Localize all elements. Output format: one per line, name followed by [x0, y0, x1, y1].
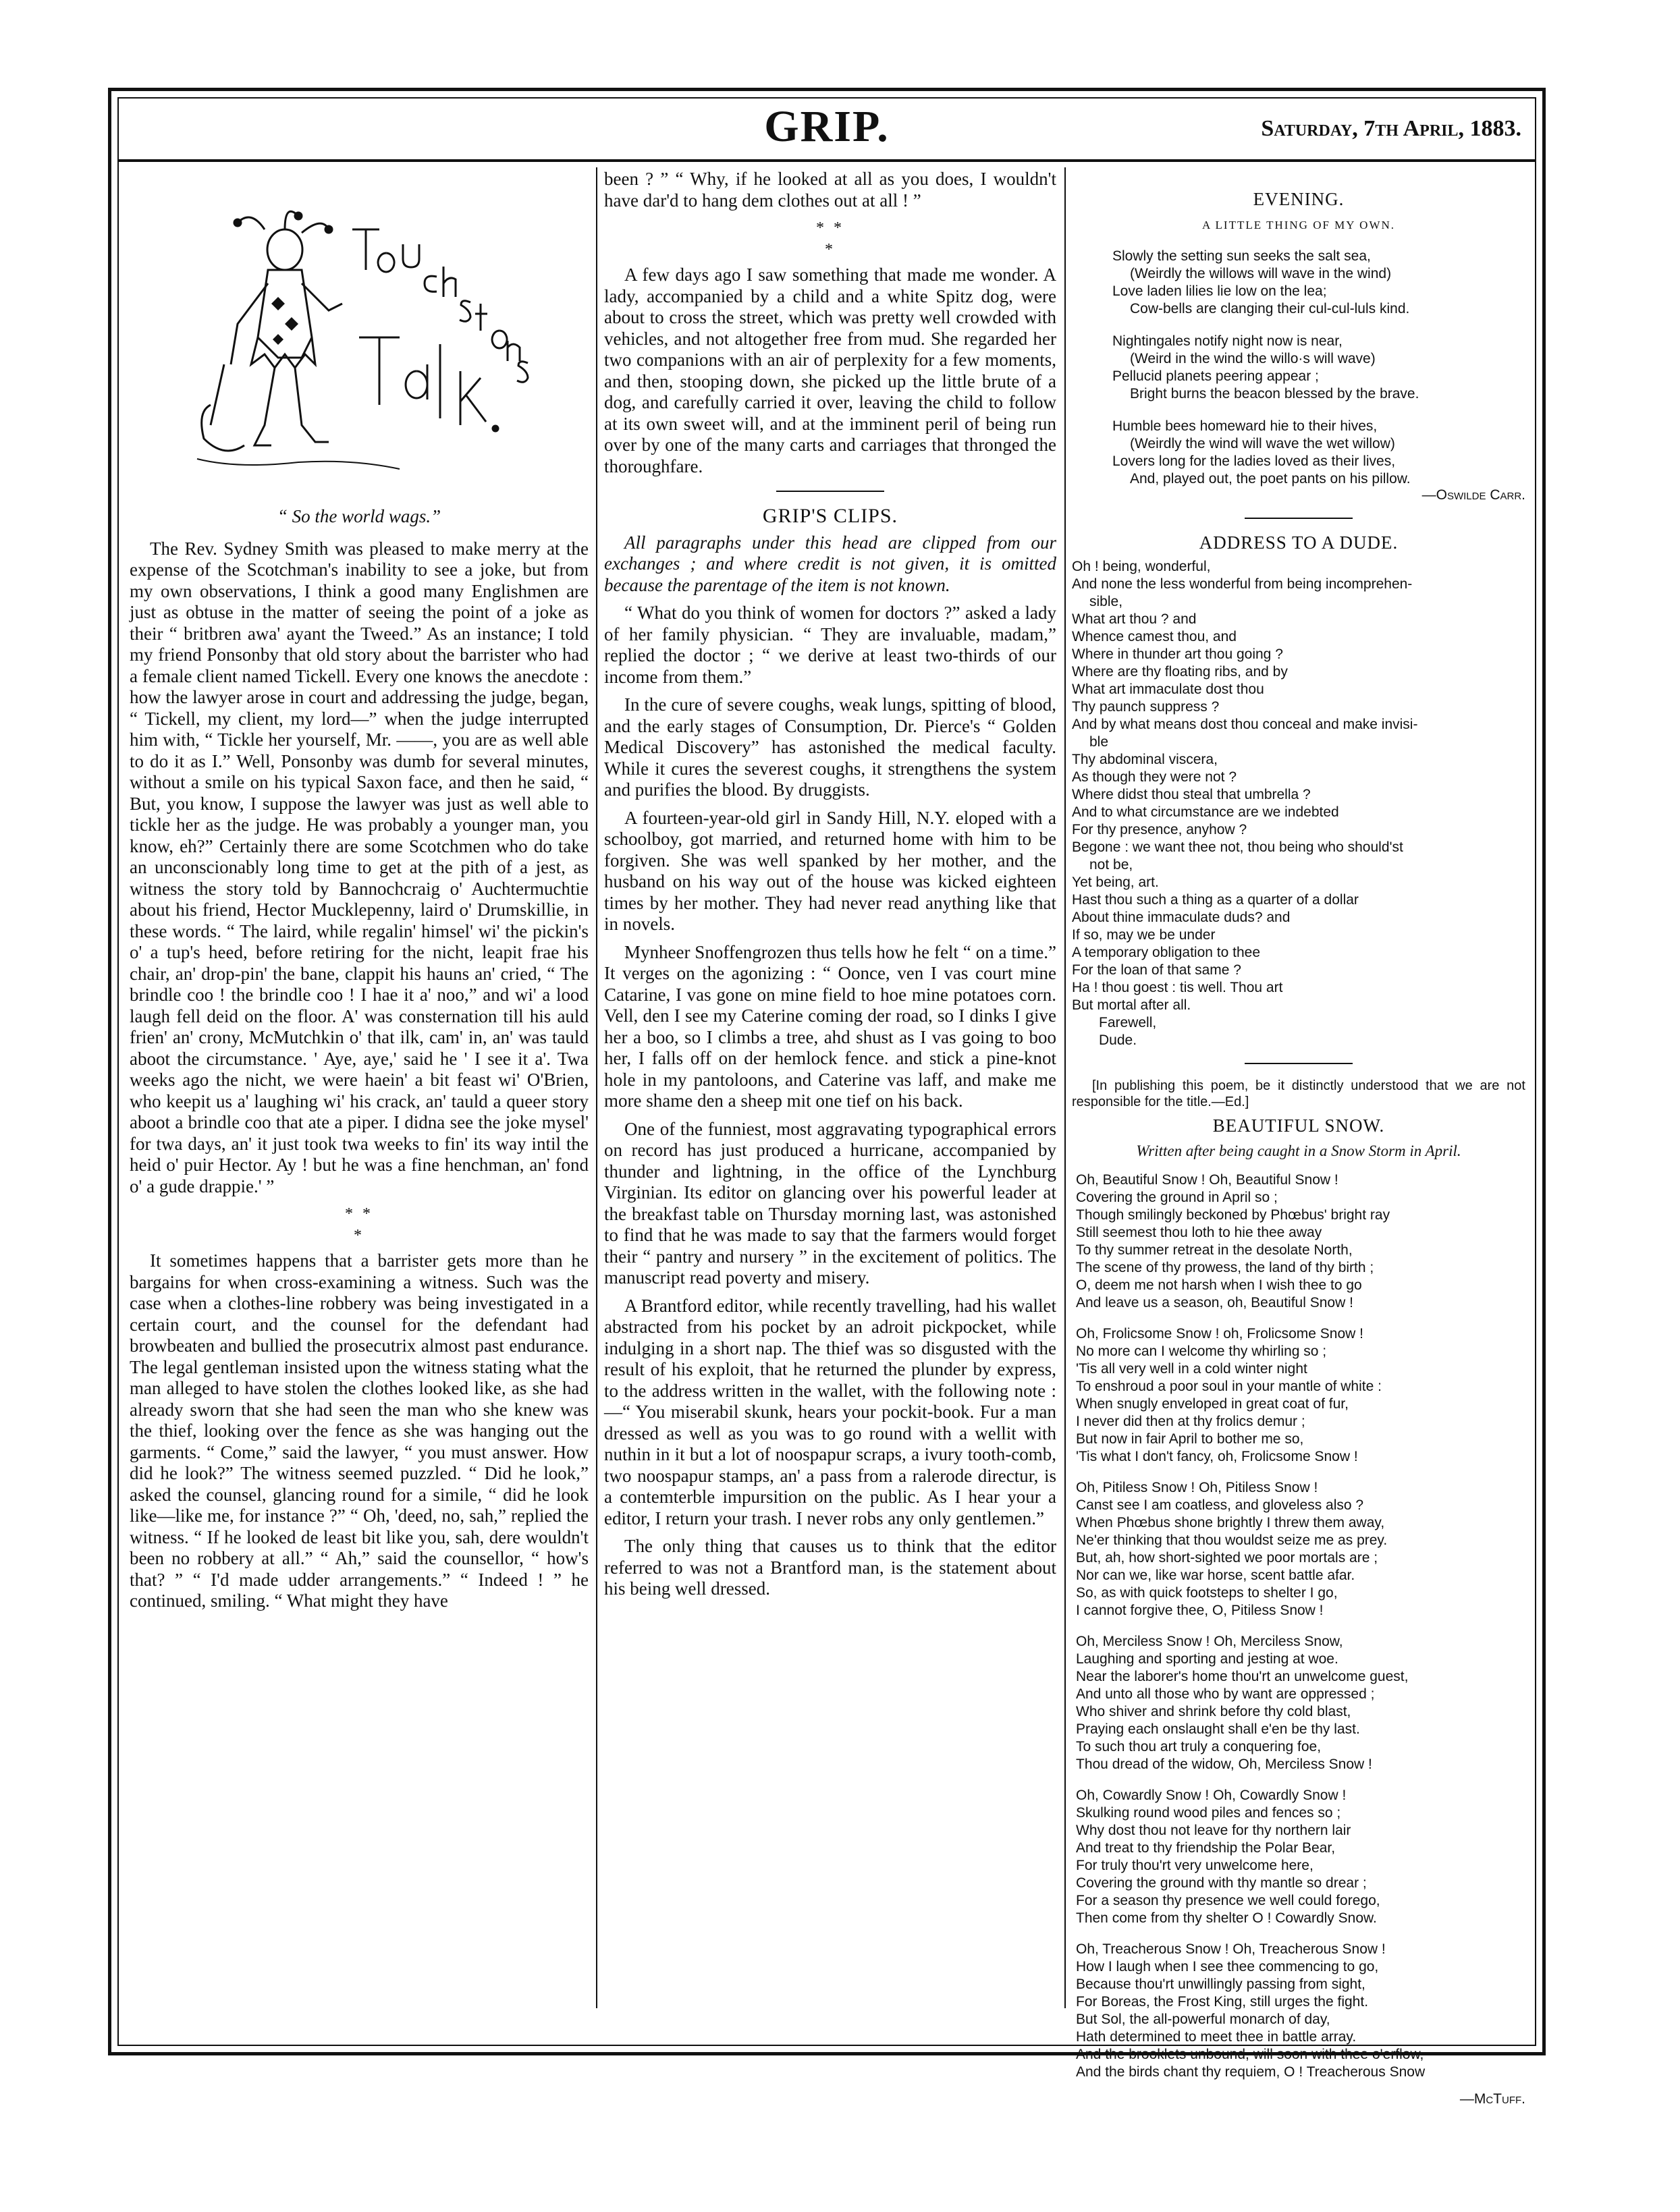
poem-line: Thou dread of the widow, Oh, Merciless Snow ! — [1076, 1756, 1372, 1772]
poem-line: And, played out, the poet pants on his pillow. — [1130, 471, 1411, 487]
poem-line: For the loan of that same ? — [1072, 962, 1241, 978]
poem-line: Because thou'rt unwillingly passing from sight, — [1076, 1976, 1365, 1992]
poem-line: To such thou art truly a conquering foe, — [1076, 1738, 1322, 1754]
poem-line: Hast thou such a thing as a quarter of a dollar — [1072, 891, 1359, 908]
poem-line: Canst see I am coatless, and gloveless also ? — [1076, 1497, 1364, 1513]
poem-line: Thy paunch suppress ? — [1072, 698, 1220, 715]
poem-line: And by what means dost thou conceal and make invisi- — [1072, 716, 1418, 732]
poem-line: Farewell, — [1099, 1014, 1157, 1030]
column-rule-2 — [1064, 167, 1066, 2008]
snow-stanza — [1076, 1941, 1525, 2081]
poem-line: Though smilingly beckoned by Phœbus' bright ray — [1076, 1207, 1390, 1223]
signature-oswilde-carr: —Oswilde Carr. — [1421, 487, 1525, 503]
poem-subtitle-evening: A LITTLE THING OF MY OWN. — [1201, 218, 1396, 231]
masthead-date: Saturday, 7th April, 1883. — [1261, 116, 1521, 141]
poem-line: For a season thy presence we well could forego, — [1076, 1892, 1380, 1908]
poem-line: Cow-bells are clanging their cul-cul-luls kind. — [1130, 301, 1410, 316]
poem-line: But, ah, how short-sighted we poor mortals are ; — [1076, 1549, 1378, 1566]
divider — [1245, 1063, 1353, 1064]
poem-line: I never did then at thy frolics demur ; — [1076, 1413, 1305, 1429]
clip-doctors: “ What do you think of women for doctors ?” asked a lady of her family physician. “ They are invaluable, madam,” replied the doctor ; “ we derive at least two-thirds of our income from them.” — [604, 603, 1056, 687]
poem-line: And the brooklets unbound, will soon with thee o'erflow, — [1076, 2046, 1424, 2062]
poem-line: Oh, Beautiful Snow ! Oh, Beautiful Snow ! — [1076, 1171, 1338, 1188]
poem-line: ble — [1089, 734, 1109, 750]
divider — [776, 491, 884, 492]
snow-stanza — [1076, 1633, 1525, 1773]
poem-line: Who shiver and shrink before thy cold blast, — [1076, 1703, 1351, 1719]
poem-line: Where didst thou steal that umbrella ? — [1072, 786, 1311, 802]
paragraph-sydney-smith: The Rev. Sydney Smith was pleased to make merry at the expense of the Scotchman's inability to see a joke, but from my own observations, I think a good many Englishmen are just as obtuse in the matter of seeing the point of a joke as their “ britbren awa' ayant the Tweed.” As an instance; I told my friend Ponsonby that old story about the barrister who had a female client named Tickell. Every one knows the anecdote : how the lawyer arose in court and addressing the judge, began, “ Tickell, my client, my lord—” when the judge interrupted him with, “ Tickle her yourself, Mr. ——, you are as well able to do it as I.” Well, Ponsonby was dumb for several minutes, without a smile on his typical Saxon face, and then he said, “ But, you know, I suppose the lawyer was just as well able to tickle her as the judge. He was probably a younger man, you know, eh?” Certainly there are some Scotchmen who do take an unconscionably long time to get at the pith of a jest, as witness the story told by Bannochcraig o' Auchtermuchtie about his friend, Hector Mucklepenny, laird o' Drumskillie, in these words. “ The laird, while regalin' himsel' wi' the pickin's o' a tup's heed, before retiring for the nicht, leapit frae his chair, an' drop-pin' the bane, clappit his hauns an' cried, “ The brindle coo ! the brindle coo ! I hae it a' noo,” and wi' a lood laugh fell deid on the floor. A' was consternation till his auld frien' an' crony, McMutchkin o' that ilk, cam' in, an' was tauld aboot the circumstance. ' Aye, aye,' said he ' I see it a'. Twa weeks ago the nicht, we were haein' a bit feast wi' O'Brien, who keepit us a' laughing wi' his crack, an' tauld a queer story aboot a brindle coo that ate a piper. I didna see the joke mysel' for twa days, an' it just took twa weeks to fin' its way intil the heid o' puir Hector. Ay ! but he was a fine henchman, an' fond o' a gude drappie.' ” — [130, 538, 589, 1196]
poem-line: Praying each onslaught shall e'en be thy last. — [1076, 1721, 1360, 1737]
evening-stanza — [1112, 418, 1525, 488]
evening-stanza — [1112, 248, 1525, 318]
poem-line: Laughing and sporting and jesting at woe. — [1076, 1651, 1338, 1667]
poem-line: Oh, Pitiless Snow ! Oh, Pitiless Snow ! — [1076, 1479, 1318, 1495]
poem-line: Oh, Cowardly Snow ! Oh, Cowardly Snow ! — [1076, 1787, 1347, 1803]
poem-line: Nor can we, like war horse, scent battle afar. — [1076, 1567, 1355, 1583]
poem-line: (Weird in the wind the willo·s will wave) — [1130, 351, 1376, 366]
poem-line: How I laugh when I see thee commencing to go, — [1076, 1958, 1379, 1974]
poem-line: Bright burns the beacon blessed by the brave. — [1130, 386, 1419, 402]
poem-line: Oh, Merciless Snow ! Oh, Merciless Snow, — [1076, 1633, 1343, 1649]
poem-line: But Sol, the all-powerful monarch of day, — [1076, 2011, 1330, 2027]
clip-snoffengrozen: Mynheer Snoffengrozen thus tells how he felt “ on a time.” It verges on the agonizing : “ Oonce, ven I vas court mine Catarine, I vas gone on mine field to hoe mine potatoes corn. Vell, den I see my Caterine coming der road, so I dinks I give her a boo, so I climbs a tree, ahd shust as I vas going to boo her, I falls off on der hemlock fence. and stick a pine-knot hole in my pantoloons, and Caterine vas laff, and make me more shame den a sheep mit one tief on his back. — [604, 941, 1056, 1111]
poem-line: (Weirdly the willows will wave in the wind) — [1130, 266, 1392, 281]
poem-line: Still seemest thou loth to hie thee away — [1076, 1224, 1322, 1240]
poem-line: Covering the ground in April so ; — [1076, 1189, 1278, 1205]
evening-stanza — [1112, 333, 1525, 403]
poem-line: About thine immaculate duds? and — [1072, 909, 1291, 925]
poem-line: To thy summer retreat in the desolate North, — [1076, 1242, 1353, 1258]
poem-line: Where in thunder art thou going ? — [1072, 646, 1283, 662]
poem-title-evening: EVENING. — [1253, 189, 1345, 209]
poem-line: Begone : we want thee not, thou being who should'st — [1072, 839, 1403, 855]
poem-line: And treat to thy friendship the Polar Bear, — [1076, 1840, 1336, 1856]
divider — [1245, 518, 1353, 519]
poem-line: Oh, Treacherous Snow ! Oh, Treacherous Snow ! — [1076, 1941, 1386, 1957]
poem-line: So, as with quick footsteps to shelter I go, — [1076, 1584, 1338, 1601]
signature-mctuff: —McTuff. — [1459, 2091, 1525, 2107]
snow-stanza — [1076, 1479, 1525, 1620]
poem-line: And to what circumstance are we indebted — [1072, 804, 1339, 820]
poem-line: Whence camest thou, and — [1072, 628, 1237, 644]
poem-line: No more can I welcome thy whirling so ; — [1076, 1343, 1327, 1359]
poem-line: And the birds chant thy requiem, O ! Treacherous Snow — [1076, 2064, 1426, 2080]
poem-line: (Weirdly the wind will wave the wet willow) — [1130, 436, 1395, 451]
snow-stanza — [1076, 1787, 1525, 1927]
clips-intro: All paragraphs under this head are clipped from our exchanges ; and where credit is not given, it is omitted because the parentage of the item is not known. — [604, 532, 1056, 595]
touchstone-jester-illustration — [184, 202, 535, 486]
section-stars: * * * — [345, 1205, 373, 1244]
poem-subtitle-snow: Written after being caught in a Snow Storm in April. — [1136, 1142, 1461, 1159]
poem-line: And none the less wonderful from being incomprehen- — [1072, 576, 1413, 592]
poem-line: Where are thy floating ribs, and by — [1072, 663, 1288, 680]
poem-line: Near the laborer's home thou'rt an unwelcome guest, — [1076, 1668, 1409, 1684]
poem-line: I cannot forgive thee, O, Pitiless Snow ! — [1076, 1602, 1324, 1618]
masthead — [117, 97, 1536, 159]
masthead-title: GRIP. — [764, 102, 890, 151]
poem-line: When snugly enveloped in great coat of fur, — [1076, 1395, 1349, 1412]
column-rule-1 — [596, 167, 597, 2008]
poem-line: And leave us a season, oh, Beautiful Snow ! — [1076, 1294, 1353, 1310]
poem-line: Ne'er thinking that thou wouldst seize me as prey. — [1076, 1532, 1388, 1548]
poem-line: Love laden lilies lie low on the lea; — [1112, 283, 1327, 299]
poem-line: The scene of thy prowess, the land of thy birth ; — [1076, 1259, 1374, 1275]
poem-line: 'Tis what I don't fancy, oh, Frolicsome Snow ! — [1076, 1448, 1358, 1464]
clip-pierce: In the cure of severe coughs, weak lungs, spitting of blood, and the early stages of Consumption, Dr. Pierce's “ Golden Medical Discovery” has astonished the medical faculty. While it cures the severest coughs, it strengthens the system and purifies the blood. By druggists. — [604, 694, 1056, 800]
poem-line: Oh ! being, wonderful, — [1072, 558, 1211, 574]
editor-note: [In publishing this poem, be it distinctly understood that we are not responsible for the title.—Ed.] — [1072, 1078, 1525, 1109]
poem-line: 'Tis all very well in a cold winter night — [1076, 1360, 1307, 1377]
snow-poem — [1072, 1171, 1525, 2081]
clip-lynchburg: One of the funniest, most aggravating typographical errors on record has just produced a hurricane, accompanied by thunder and lightning, in the office of the Lynchburg Virginian. Its editor on glancing over his powerful leader at the breakfast table on Thursday morning last, was astonished to find that he was made to say that the farmers would forget their “ pantry and nursery ” in the excitement of politics. The manuscript read poverty and misery. — [604, 1118, 1056, 1288]
column-poems — [1072, 169, 1525, 2108]
poem-line: Slowly the setting sun seeks the salt sea, — [1112, 248, 1371, 264]
poem-line: Lovers long for the ladies loved as their lives, — [1112, 453, 1396, 469]
poem-line: Then come from thy shelter O ! Cowardly Snow. — [1076, 1910, 1377, 1926]
paragraph-continued: been ? ” “ Why, if he looked at all as you does, I wouldn't have dar'd to hang dem clothes out at all ! ” — [604, 169, 1056, 211]
motto: “ So the world wags.” — [277, 506, 441, 526]
paragraph-spitz-dog: A few days ago I saw something that made me wonder. A lady, accompanied by a child and a white Spitz dog, were about to cross the street, which was pretty well crowded with vehicles, and not altogether free from mud. She regarded her two companions with an air of perplexity for a few moments, and then, stooping down, she picked up the little brute of a dog, and carefully carried it over, leaving the child to follow at its own sweet will, and at the imminent peril of being run over by one of the many carts and carriages that thronged the thoroughfare. — [604, 265, 1056, 476]
masthead-rule — [117, 159, 1536, 162]
snow-stanza — [1076, 1325, 1525, 1466]
poem-line: Nightingales notify night now is near, — [1112, 333, 1343, 349]
column-touchstone — [130, 169, 589, 1619]
poem-line: When Phœbus shone brightly I threw them away, — [1076, 1514, 1385, 1530]
poem-line: Yet being, art. — [1072, 874, 1159, 890]
poem-line: And unto all those who by want are oppressed ; — [1076, 1686, 1375, 1702]
poem-line: Covering the ground with thy mantle so drear ; — [1076, 1875, 1367, 1891]
poem-line: What art thou ? and — [1072, 611, 1197, 627]
snow-stanza — [1076, 1171, 1525, 1312]
poem-line: Skulking round wood piles and fences so ; — [1076, 1804, 1341, 1821]
poem-title-snow: BEAUTIFUL SNOW. — [1212, 1115, 1385, 1136]
dude-poem — [1072, 558, 1525, 1049]
paragraph-barrister: It sometimes happens that a barrister gets more than he bargains for when cross-examining a witness. Such was the case when a clothes-line robbery was being investigated in a certain court, and the counsel for the defendant had browbeaten and bullied the prosecutrix almost past endurance. The legal gentleman insisted upon the witness stating what the man alleged to have stolen the clothes looked like, as she had already sworn that she had seen the man who she knew was the thief, looking over the fence as she was hanging out the garments. “ Come,” said the lawyer, “ you must answer. How did he look?” The witness seemed puzzled. “ Did he look,” asked the counsel, glancing round for a simile, “ did he look like—like me, for instance ?” “ Oh, 'deed, no, sah,” replied the witness. “ If he looked de least bit like you, sah, dere wouldn't been no robbery at all.” “ Ah,” said the counsellor, “ how's that? ” “ I'd made udder arrangements.” “ Indeed ! ” he continued, smiling. “ What might they have — [130, 1250, 589, 1611]
poem-line: sible, — [1089, 593, 1123, 609]
poem-line: O, deem me not harsh when I wish thee to go — [1076, 1277, 1362, 1293]
poem-line: But mortal after all. — [1072, 997, 1191, 1013]
poem-line: What art immaculate dost thou — [1072, 681, 1264, 697]
clip-brantford: A Brantford editor, while recently travelling, had his wallet abstracted from his pocket by an adroit pickpocket, while indulging in a short nap. The thief was so disgusted with the result of his exploit, that he returned the plunder by express, to the address written in the wallet, with the following note :—“ You miserabil skunk, hears your pockit-book. Fur a man dressed as well as you was to go round with a wellit with nuthin in it but a lot of noospapur scraps, a ivury tooth-comb, two noospapur stamps, an' a pass from a ralerode directur, is a contemterble impursition on the public. As I hear your a editor, I return your trash. I never robs any only gentlemen.” — [604, 1295, 1056, 1528]
poem-line: To enshroud a poor soul in your mantle of white : — [1076, 1378, 1382, 1394]
poem-line: As though they were not ? — [1072, 769, 1237, 785]
section-title-grips-clips: GRIP'S CLIPS. — [762, 505, 898, 527]
poem-line: Hath determined to meet thee in battle array. — [1076, 2028, 1357, 2045]
poem-line: Dude. — [1099, 1032, 1137, 1048]
poem-line: Thy abdominal viscera, — [1072, 751, 1218, 767]
poem-line: For thy presence, anyhow ? — [1072, 821, 1247, 837]
poem-line: For truly thou'rt very unwelcome here, — [1076, 1857, 1313, 1873]
poem-line: Oh, Frolicsome Snow ! oh, Frolicsome Snow ! — [1076, 1325, 1363, 1342]
clip-sandy-hill: A fourteen-year-old girl in Sandy Hill, N.Y. eloped with a schoolboy, got married, and returned home with him to be forgiven. She was well spanked by her mother, and the husband on his way out of the house was kicked eighteen times by her mother. They had never read anything like that in novels. — [604, 807, 1056, 934]
clip-well-dressed: The only thing that causes us to think that the editor referred to was not a Brantford man, is the statement about his being well dressed. — [604, 1536, 1056, 1599]
poem-line: not be, — [1089, 856, 1133, 873]
poem-line: If so, may we be under — [1072, 927, 1216, 943]
poem-line: Ha ! thou goest : tis well. Thou art — [1072, 979, 1283, 995]
poem-line: Why dost thou not leave for thy northern lair — [1076, 1822, 1351, 1838]
poem-line: Humble bees homeward hie to their hives, — [1112, 418, 1378, 434]
section-stars: * * * — [816, 219, 844, 258]
poem-line: A temporary obligation to thee — [1072, 944, 1261, 960]
column-grips-clips — [604, 169, 1056, 1607]
poem-line: Pellucid planets peering appear ; — [1112, 368, 1319, 384]
poem-line: For Boreas, the Frost King, still urges the fight. — [1076, 1993, 1369, 2010]
poem-line: But now in fair April to bother me so, — [1076, 1431, 1304, 1447]
poem-title-dude: ADDRESS TO A DUDE. — [1199, 532, 1399, 553]
